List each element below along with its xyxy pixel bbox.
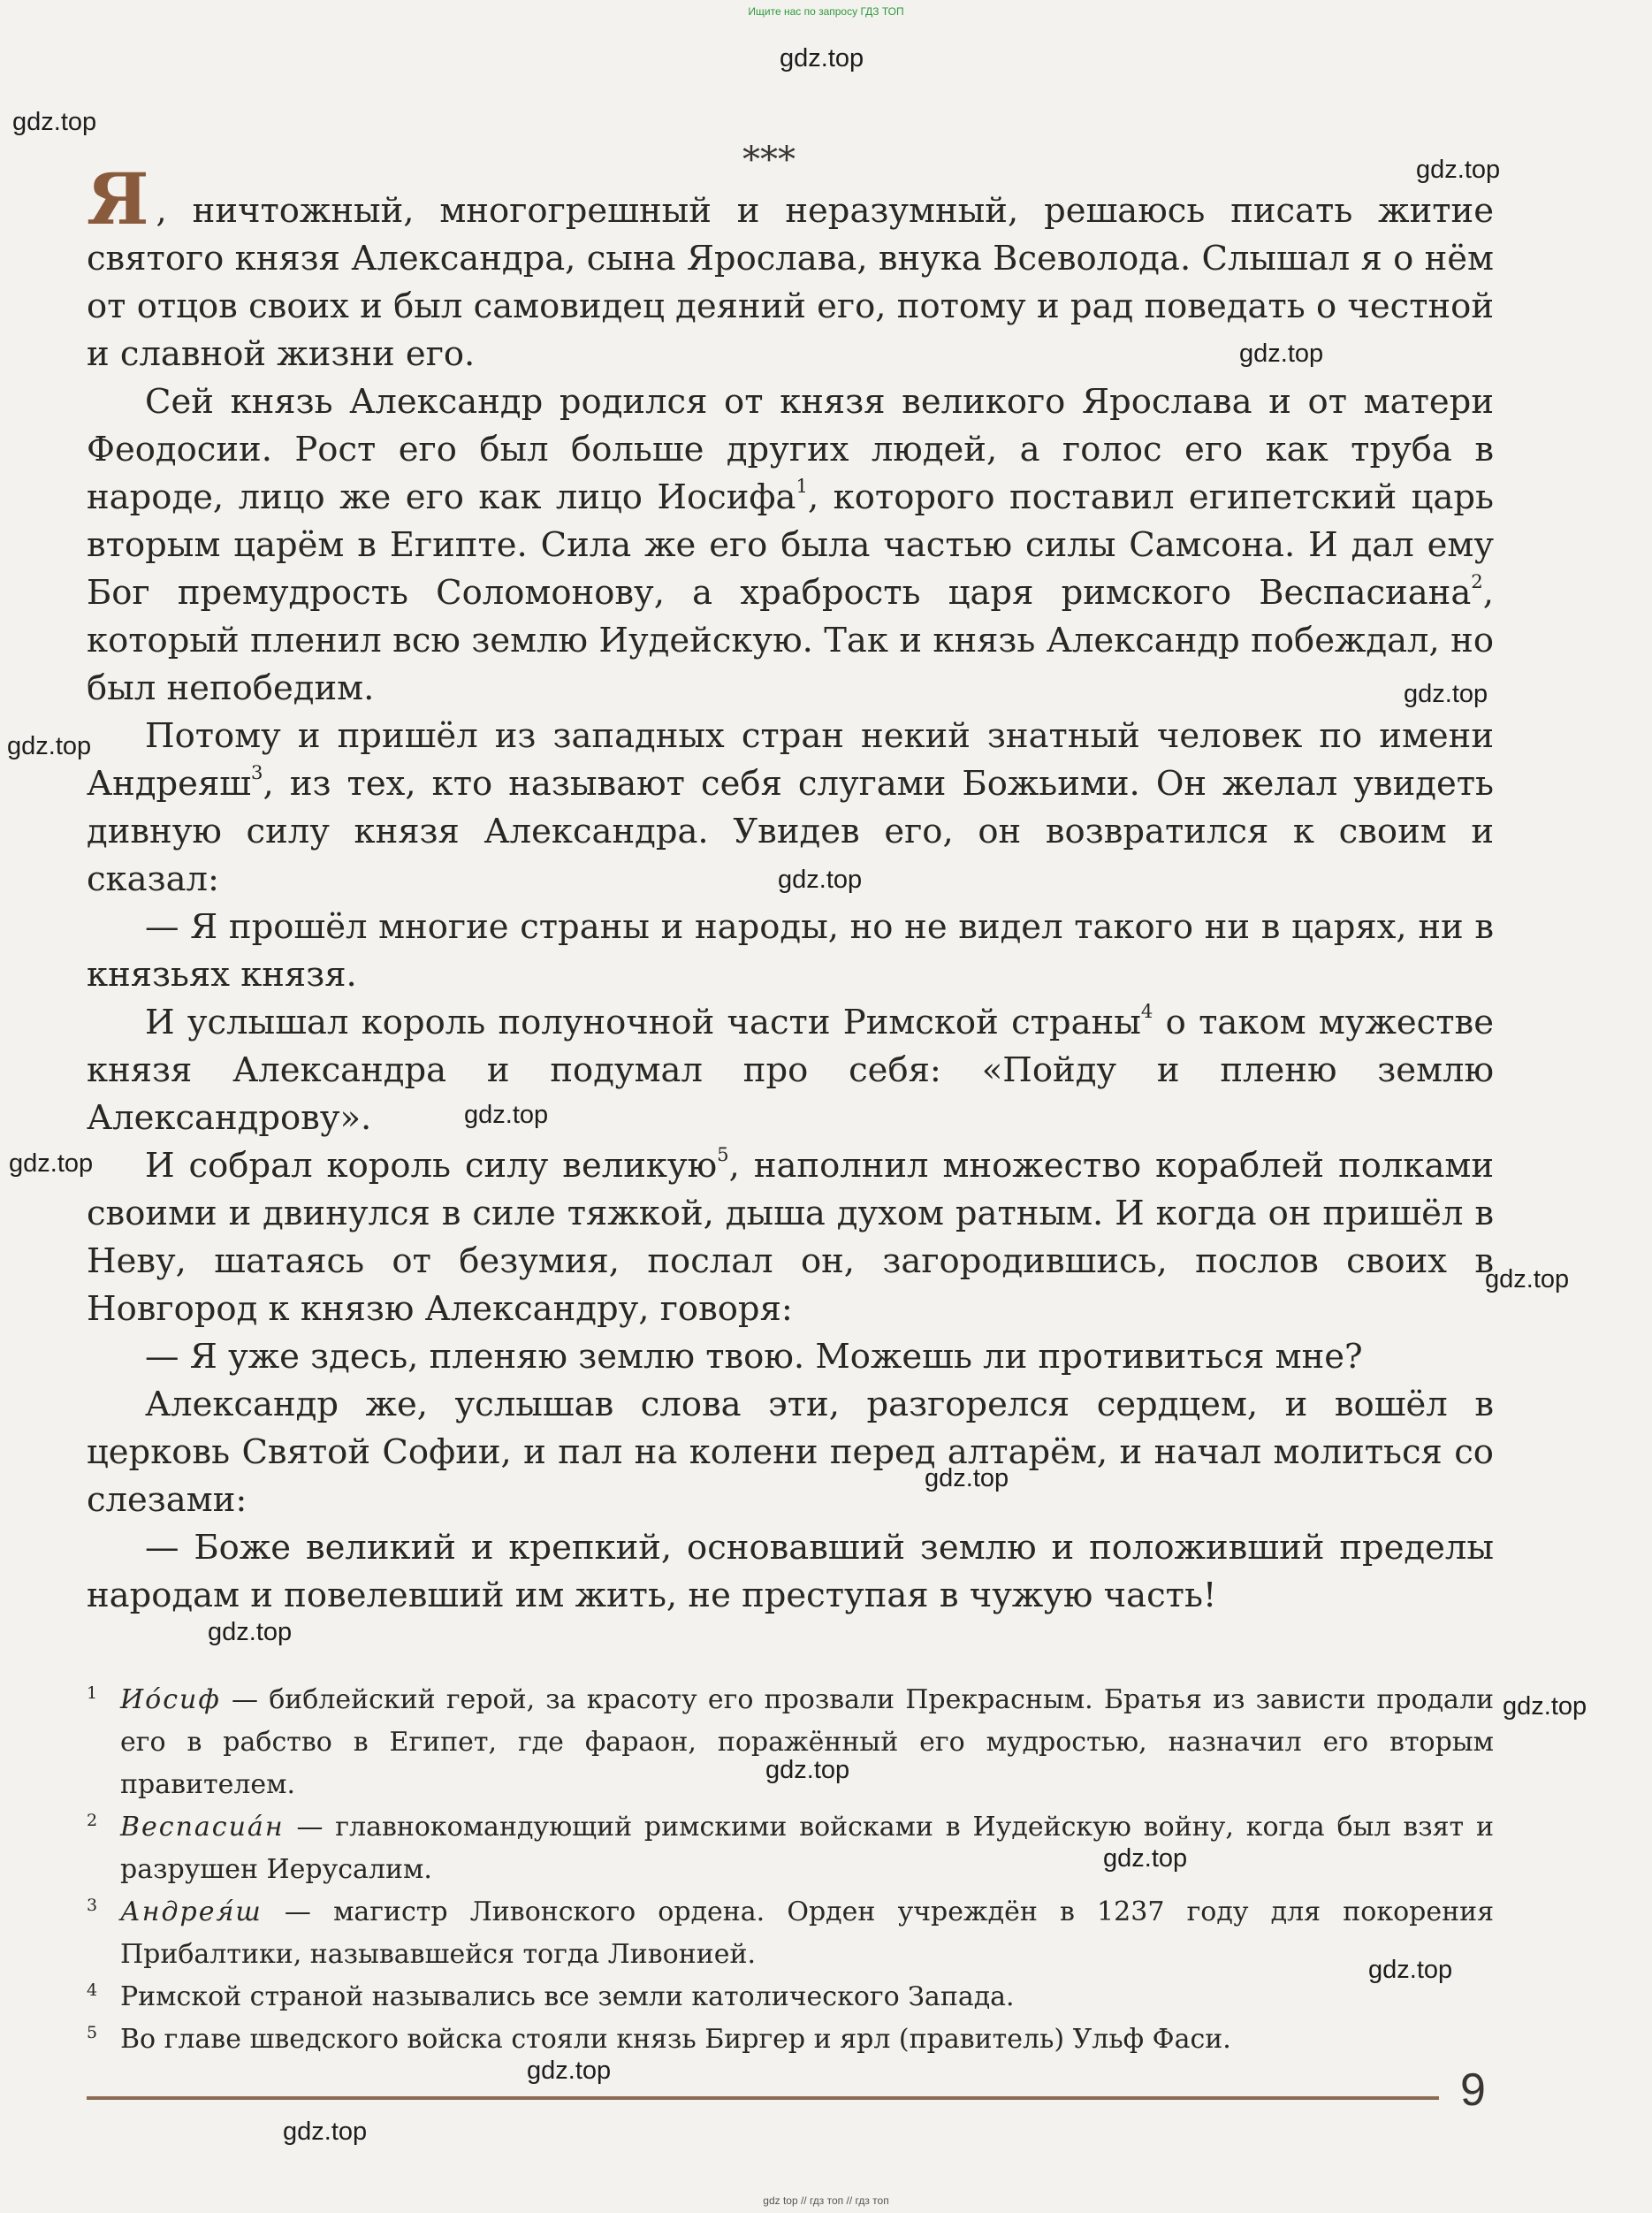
footnote-number: 3 <box>87 1896 98 1915</box>
footnote <box>87 1679 1494 1806</box>
footnote-number: 2 <box>87 1811 98 1830</box>
paragraph-text: , наполнил множество кораблей полками своими и двинулся в силе тяжкой, дыша духом ратным. И когда он пришёл в Неву, шатаясь от безумия, послал он, загородившись, послов своих в Новгород к князю Александру, говоря: <box>87 1146 1494 1329</box>
paragraph <box>87 999 1494 1142</box>
footnotes <box>87 1679 1494 2061</box>
section-divider-stars: *** <box>742 140 796 180</box>
footnote-number: 1 <box>87 1683 98 1703</box>
footnote <box>87 1891 1494 1976</box>
watermark: gdz.top <box>9 1149 94 1178</box>
footnote <box>87 1976 1494 2018</box>
watermark: gdz.top <box>925 1464 1009 1492</box>
watermark: gdz.top <box>780 44 864 72</box>
paragraph-text: Сей князь Александр родился от князя великого Ярослава и от матери Феодосии. Рост его был больше других людей, а голос его как труба в народе, лицо же его как лицо Иосифа <box>87 382 1494 517</box>
paragraph <box>87 1333 1494 1381</box>
paragraph <box>87 713 1494 904</box>
paragraph-text: Александр же, услышав слова эти, разгорелся сердцем, и вошёл в церковь Святой Софии, и пал на колени перед алтарём, и начал молиться со слезами: <box>87 1385 1494 1520</box>
paragraph-text: — Я уже здесь, пленяю землю твою. Можешь ли противиться мне? <box>145 1337 1363 1377</box>
footnote-text: Во главе шведского войска стояли князь Биргер и ярл (правитель) Ульф Фаси. <box>120 2024 1231 2055</box>
footnote-term: Ио́сиф <box>120 1684 221 1715</box>
paragraph-text: Потому и пришёл из западных стран некий знатный человек по имени Андреяш <box>87 716 1494 804</box>
paragraph <box>87 378 1494 713</box>
bottom-site-links[interactable]: gdz top // гдз топ // гдз топ <box>763 2194 889 2207</box>
footnote-ref: 2 <box>1471 570 1483 593</box>
watermark: gdz.top <box>464 1101 549 1129</box>
watermark: gdz.top <box>1368 1956 1453 1984</box>
watermark: gdz.top <box>1503 1692 1587 1721</box>
footnote-number: 4 <box>87 1980 98 2000</box>
page-number: 9 <box>1460 2064 1486 2116</box>
paragraph <box>87 904 1494 999</box>
watermark: gdz.top <box>283 2118 368 2146</box>
paragraph <box>87 1524 1494 1620</box>
paragraph-text: — Боже великий и крепкий, основавший землю и положивший пределы народам и повелевший им жить, не преступая в чужую часть! <box>87 1528 1494 1615</box>
paragraph-text: , ничтожный, многогрешный и неразумный, решаюсь писать житие святого князя Александра, сына Ярослава, внука Всеволода. Слышал я о нём от отцов своих и был самовидец деяний его, потому и рад поведать о честной и славной жизни его. <box>87 191 1494 374</box>
footnote <box>87 1806 1494 1891</box>
drop-cap: Я <box>87 157 149 240</box>
watermark: gdz.top <box>778 866 863 894</box>
top-search-hint[interactable]: Ищите нас по запросу ГДЗ ТОП <box>748 5 904 18</box>
footnote-text: — магистр Ливонского ордена. Орден учреждён в 1237 году для покорения Прибалтики, называвшейся тогда Ливонией. <box>120 1896 1494 1970</box>
bottom-rule <box>87 2096 1439 2100</box>
footnote-ref: 3 <box>251 761 263 784</box>
footnote-term: Веспасиа́н <box>120 1812 285 1843</box>
watermark: gdz.top <box>12 108 97 136</box>
watermark: gdz.top <box>527 2057 612 2085</box>
watermark: gdz.top <box>208 1618 293 1646</box>
watermark: gdz.top <box>7 732 92 760</box>
paragraph-text: — Я прошёл многие страны и народы, но не видел такого ни в царях, ни в князьях князя. <box>87 907 1494 995</box>
footnote-ref: 1 <box>796 475 808 498</box>
footnote-ref: 5 <box>717 1143 729 1166</box>
footnote-text: — библейский герой, за красоту его прозвали Прекрасным. Братья из зависти продали его в рабство в Египет, где фараон, поражённый его мудростью, назначил его вторым правителем. <box>120 1684 1494 1800</box>
watermark: gdz.top <box>1404 680 1488 708</box>
paragraph-text: , из тех, кто называют себя слугами Божьими. Он желал увидеть дивную силу князя Александра. Увидев его, он возвратился к своим и сказал: <box>87 764 1494 899</box>
paragraph-text: , которого поставил египетский царь вторым царём в Египте. Сила же его была частью силы Самсона. И дал ему Бог премудрость Соломонову, а храбрость царя римского Веспасиана <box>87 477 1494 613</box>
footnote-term: Андрея́ш <box>120 1896 263 1927</box>
watermark: gdz.top <box>765 1756 850 1784</box>
paragraph-text: И услышал король полуночной части Римской страны <box>145 1003 1141 1042</box>
paragraph <box>87 1381 1494 1524</box>
watermark: gdz.top <box>1239 340 1324 368</box>
watermark: gdz.top <box>1103 1844 1188 1873</box>
paragraph-text: , который пленил всю землю Иудейскую. Так и князь Александр побеждал, но был непобедим. <box>87 573 1494 708</box>
footnote-text: Римской страной назывались все земли католического Запада. <box>120 1981 1015 2012</box>
footnote <box>87 2018 1494 2061</box>
footnote-number: 5 <box>87 2023 98 2042</box>
paragraph <box>87 1142 1494 1333</box>
paragraph-text: о таком мужестве князя Александра и подумал про себя: «Пойду и пленю землю Александрову». <box>87 1003 1494 1138</box>
watermark: gdz.top <box>1485 1265 1570 1293</box>
footnote-ref: 4 <box>1140 1000 1153 1023</box>
watermark: gdz.top <box>1416 156 1501 184</box>
paragraph-text: И собрал король силу великую <box>145 1146 718 1186</box>
footnote-text: — главнокомандующий римскими войсками в Иудейскую войну, когда был взят и разрушен Иерусалим. <box>120 1812 1494 1885</box>
